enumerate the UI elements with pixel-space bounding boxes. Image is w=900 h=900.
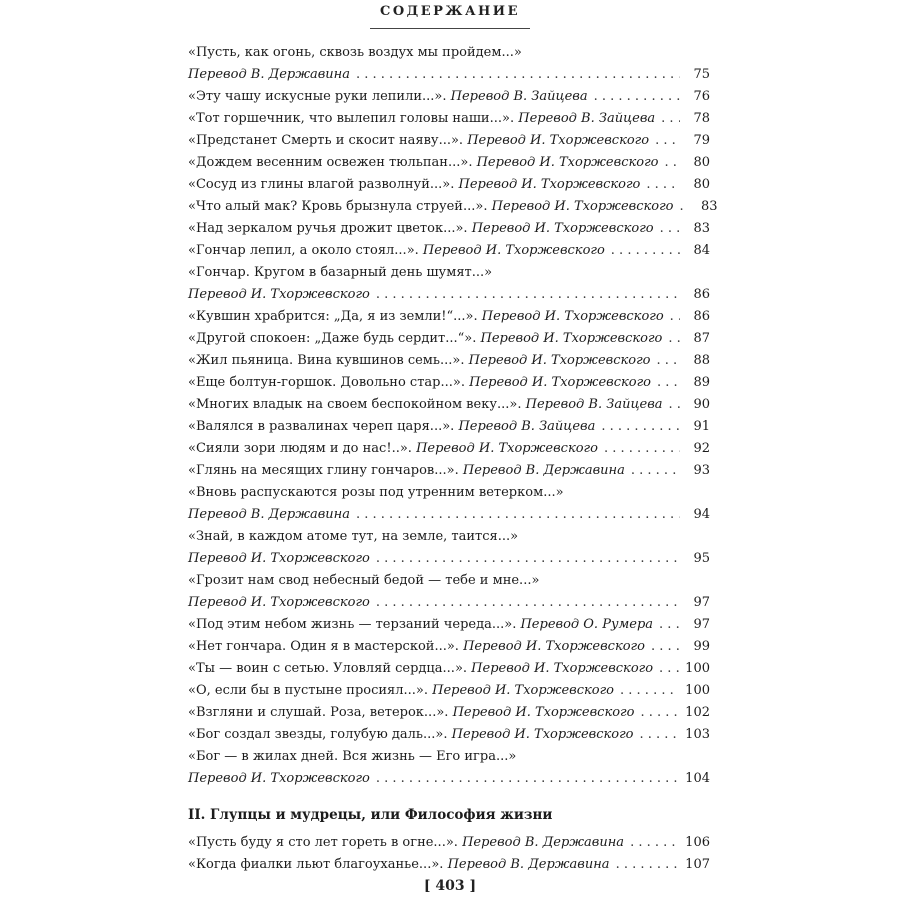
toc-entry bbox=[188, 240, 710, 262]
toc-entry-line bbox=[188, 636, 710, 658]
dot-leader bbox=[631, 460, 680, 482]
toc-entry-second-line bbox=[188, 284, 710, 306]
dot-leader bbox=[616, 854, 680, 876]
toc-entry-line bbox=[188, 372, 710, 394]
entry-page-number: 102 bbox=[685, 705, 710, 720]
entry-translator: Перевод И. Тхоржевского bbox=[451, 727, 634, 742]
toc-entry-line bbox=[188, 86, 710, 108]
entry-translator: Перевод В. Зайцева bbox=[525, 397, 663, 412]
toc-entry bbox=[188, 746, 710, 790]
entry-translator: Перевод И. Тхоржевского bbox=[491, 199, 674, 214]
entry-page-number: 75 bbox=[693, 67, 710, 82]
entry-page-number: 91 bbox=[693, 419, 710, 434]
dot-leader bbox=[376, 548, 680, 570]
entry-title: «Тот горшечник, что вылепил головы наши...». bbox=[188, 111, 515, 126]
entry-translator: Перевод О. Румера bbox=[520, 617, 654, 632]
entry-translator: Перевод И. Тхоржевского bbox=[188, 551, 370, 566]
dot-leader bbox=[664, 152, 680, 174]
toc-entry bbox=[188, 372, 710, 394]
entry-title: «Валялся в развалинах череп царя...». bbox=[188, 419, 455, 434]
entry-title: «Ты — воин с сетью. Уловляй сердца...». bbox=[188, 661, 468, 676]
entry-translator: Перевод И. Тхоржевского bbox=[476, 155, 659, 170]
toc-entry bbox=[188, 42, 710, 86]
entry-title: «Над зеркалом ручья дрожит цветок...». bbox=[188, 221, 468, 236]
dot-leader bbox=[670, 306, 680, 328]
toc-entry bbox=[188, 680, 710, 702]
dot-leader bbox=[655, 130, 680, 152]
entry-title: «Кувшин храбрится: „Да, я из земли!“...». bbox=[188, 309, 478, 324]
dot-leader bbox=[601, 416, 680, 438]
entry-translator: Перевод И. Тхоржевского bbox=[188, 771, 370, 786]
table-of-contents bbox=[188, 42, 718, 876]
toc-entry-line bbox=[188, 174, 710, 196]
entry-title: «Бог — в жилах дней. Вся жизнь — Его игра...» bbox=[188, 749, 517, 764]
toc-entry-first-line bbox=[188, 570, 710, 592]
entry-title: «Гончар лепил, а около стоял...». bbox=[188, 243, 419, 258]
section-heading: II. Глупцы и мудрецы, или Философия жизни bbox=[188, 807, 553, 823]
dot-leader bbox=[356, 64, 680, 86]
entry-page-number: 79 bbox=[693, 133, 710, 148]
toc-entry-first-line bbox=[188, 42, 710, 64]
entry-page-number: 106 bbox=[685, 835, 710, 850]
entry-translator: Перевод И. Тхоржевского bbox=[471, 221, 654, 236]
toc-entry bbox=[188, 614, 710, 636]
entry-page-number: 90 bbox=[693, 397, 710, 412]
entry-translator: Перевод И. Тхоржевского bbox=[432, 683, 615, 698]
dot-leader bbox=[630, 832, 679, 854]
dot-leader bbox=[656, 350, 680, 372]
entry-page-number: 84 bbox=[693, 243, 710, 258]
entry-title: «Гончар. Кругом в базарный день шумят...» bbox=[188, 265, 493, 280]
toc-entry-line bbox=[188, 196, 718, 218]
toc-entry bbox=[188, 328, 710, 350]
entry-page-number: 99 bbox=[693, 639, 710, 654]
entry-translator: Перевод И. Тхоржевского bbox=[463, 639, 645, 654]
entry-translator: Перевод И. Тхоржевского bbox=[481, 309, 664, 324]
entry-translator: Перевод И. Тхоржевского bbox=[422, 243, 605, 258]
entry-page-number: 104 bbox=[685, 771, 710, 786]
dot-leader bbox=[604, 438, 680, 460]
toc-entry-line bbox=[188, 460, 710, 482]
entry-title: «Эту чашу искусные руки лепили...». bbox=[188, 89, 447, 104]
entry-translator: Перевод И. Тхоржевского bbox=[468, 353, 651, 368]
entry-translator: Перевод И. Тхоржевского bbox=[469, 375, 651, 390]
toc-entry-line bbox=[188, 832, 710, 854]
toc-entry bbox=[188, 152, 710, 174]
toc-entry-line bbox=[188, 702, 710, 724]
entry-title: «Знай, в каждом атоме тут, на земле, таится...» bbox=[188, 529, 519, 544]
entry-title: «Грозит нам свод небесный бедой — тебе и мне...» bbox=[188, 573, 540, 588]
entry-page-number: 87 bbox=[693, 331, 710, 346]
entry-translator: Перевод И. Тхоржевского bbox=[452, 705, 635, 720]
toc-entry-line bbox=[188, 328, 710, 350]
toc-entry-line bbox=[188, 614, 710, 636]
toc-entry bbox=[188, 218, 710, 240]
entry-translator: Перевод В. Зайцева bbox=[518, 111, 656, 126]
entry-page-number: 103 bbox=[685, 727, 710, 742]
entry-page-number: 78 bbox=[693, 111, 710, 126]
dot-leader bbox=[657, 372, 680, 394]
entry-page-number: 94 bbox=[693, 507, 710, 522]
entry-translator: Перевод В. Зайцева bbox=[458, 419, 596, 434]
entry-page-number: 100 bbox=[685, 683, 710, 698]
entry-translator: Перевод И. Тхоржевского bbox=[458, 177, 641, 192]
toc-entry-line bbox=[188, 658, 710, 680]
toc-entry bbox=[188, 658, 710, 680]
entry-page-number: 89 bbox=[693, 375, 710, 390]
toc-entry bbox=[188, 262, 710, 306]
running-head: СОДЕРЖАНИЕ bbox=[379, 4, 521, 19]
entry-translator: Перевод И. Тхоржевского bbox=[188, 595, 370, 610]
entry-title: «Пусть, как огонь, сквозь воздух мы пройдем...» bbox=[188, 45, 522, 60]
entry-title: «Предстанет Смерть и скосит наяву...». bbox=[188, 133, 464, 148]
toc-entry bbox=[188, 196, 718, 218]
entry-page-number: 107 bbox=[685, 857, 710, 872]
toc-entry-line bbox=[188, 854, 710, 876]
toc-entry-first-line bbox=[188, 482, 710, 504]
entry-page-number: 95 bbox=[693, 551, 710, 566]
dot-leader bbox=[376, 768, 679, 790]
entry-page-number: 97 bbox=[693, 595, 710, 610]
entry-title: «Еще болтун-горшок. Довольно стар...». bbox=[188, 375, 465, 390]
entry-title: «Глянь на месящих глину гончаров...». bbox=[188, 463, 459, 478]
entry-page-number: 86 bbox=[693, 287, 710, 302]
dot-leader bbox=[659, 614, 680, 636]
toc-entry bbox=[188, 460, 710, 482]
entry-title: «Сосуд из глины влагой разволнуй...». bbox=[188, 177, 455, 192]
entry-title: «Взгляни и слушай. Роза, ветерок...». bbox=[188, 705, 449, 720]
dot-leader bbox=[651, 636, 680, 658]
entry-title: «Под этим небом жизнь — терзаний череда...». bbox=[188, 617, 517, 632]
entry-title: «Другой спокоен: „Даже будь сердит...“». bbox=[188, 331, 477, 346]
entry-translator: Перевод В. Державина bbox=[188, 507, 350, 522]
toc-entry-line bbox=[188, 724, 710, 746]
toc-entry bbox=[188, 174, 710, 196]
entry-title: «Что алый мак? Кровь брызнула струей...». bbox=[188, 199, 488, 214]
header-rule bbox=[370, 28, 530, 29]
toc-entry-second-line bbox=[188, 504, 710, 526]
toc-entry bbox=[188, 306, 710, 328]
page-number: [ 403 ] bbox=[423, 878, 477, 894]
toc-entry-line bbox=[188, 438, 710, 460]
entry-page-number: 92 bbox=[693, 441, 710, 456]
entry-translator: Перевод В. Зайцева bbox=[450, 89, 588, 104]
entry-page-number: 97 bbox=[693, 617, 710, 632]
toc-entry-second-line bbox=[188, 64, 710, 86]
entry-title: «Сияли зори людям и до нас!..». bbox=[188, 441, 412, 456]
entry-page-number: 80 bbox=[693, 155, 710, 170]
entry-translator: Перевод В. Державина bbox=[447, 857, 610, 872]
entry-page-number: 100 bbox=[685, 661, 710, 676]
dot-leader bbox=[661, 108, 680, 130]
toc-entry bbox=[188, 724, 710, 746]
toc-entry-line bbox=[188, 680, 710, 702]
toc-entry-line bbox=[188, 306, 710, 328]
entry-title: «Когда фиалки льют благоуханье...». bbox=[188, 857, 444, 872]
entry-translator: Перевод И. Тхоржевского bbox=[480, 331, 663, 346]
entry-translator: Перевод В. Державина bbox=[462, 835, 625, 850]
toc-entry-line bbox=[188, 350, 710, 372]
entry-title: «О, если бы в пустыне просиял...». bbox=[188, 683, 428, 698]
dot-leader bbox=[356, 504, 680, 526]
entry-title: «Нет гончара. Один я в мастерской...». bbox=[188, 639, 459, 654]
entry-title: «Многих владык на своем беспокойном веку...». bbox=[188, 397, 522, 412]
entry-page-number: 86 bbox=[693, 309, 710, 324]
toc-entry-list bbox=[188, 42, 718, 790]
dot-leader bbox=[376, 592, 680, 614]
entry-translator: Перевод В. Державина bbox=[462, 463, 625, 478]
entry-translator: Перевод И. Тхоржевского bbox=[471, 661, 654, 676]
entry-page-number: 93 bbox=[693, 463, 710, 478]
toc-entry bbox=[188, 570, 710, 614]
dot-leader bbox=[669, 394, 680, 416]
dot-leader bbox=[679, 196, 687, 218]
toc-entry bbox=[188, 108, 710, 130]
dot-leader bbox=[620, 680, 679, 702]
toc-entry-first-line bbox=[188, 746, 710, 768]
toc-entry-second-line bbox=[188, 548, 710, 570]
toc-entry-second-line bbox=[188, 768, 710, 790]
entry-page-number: 83 bbox=[700, 199, 718, 214]
dot-leader bbox=[640, 724, 680, 746]
dot-leader bbox=[611, 240, 680, 262]
toc-entry-line bbox=[188, 108, 710, 130]
toc-entry bbox=[188, 394, 710, 416]
toc-entry-line bbox=[188, 240, 710, 262]
toc-entry-line bbox=[188, 218, 710, 240]
toc-entry-line bbox=[188, 130, 710, 152]
toc-entry bbox=[188, 702, 710, 724]
toc-entry bbox=[188, 130, 710, 152]
dot-leader bbox=[660, 218, 680, 240]
entry-page-number: 83 bbox=[693, 221, 710, 236]
entry-page-number: 88 bbox=[693, 353, 710, 368]
section-entry-list bbox=[188, 832, 710, 876]
toc-entry-first-line bbox=[188, 262, 710, 284]
toc-entry-line bbox=[188, 394, 710, 416]
toc-entry bbox=[188, 86, 710, 108]
entry-translator: Перевод И. Тхоржевского bbox=[188, 287, 370, 302]
entry-translator: Перевод И. Тхоржевского bbox=[467, 133, 650, 148]
toc-entry bbox=[188, 832, 710, 854]
entry-title: «Вновь распускаются розы под утренним ветерком...» bbox=[188, 485, 564, 500]
entry-title: «Бог создал звезды, голубую даль...». bbox=[188, 727, 448, 742]
dot-leader bbox=[376, 284, 680, 306]
entry-translator: Перевод И. Тхоржевского bbox=[416, 441, 598, 456]
dot-leader bbox=[668, 328, 680, 350]
toc-entry bbox=[188, 482, 710, 526]
toc-entry-first-line bbox=[188, 526, 710, 548]
dot-leader bbox=[640, 702, 679, 724]
entry-title: «Дождем весенним освежен тюльпан...». bbox=[188, 155, 473, 170]
dot-leader bbox=[594, 86, 680, 108]
toc-entry bbox=[188, 526, 710, 570]
toc-entry-line bbox=[188, 152, 710, 174]
toc-entry bbox=[188, 350, 710, 372]
entry-page-number: 76 bbox=[693, 89, 710, 104]
entry-title: «Жил пьяница. Вина кувшинов семь...». bbox=[188, 353, 465, 368]
toc-entry bbox=[188, 438, 710, 460]
toc-entry bbox=[188, 636, 710, 658]
entry-page-number: 80 bbox=[693, 177, 710, 192]
entry-translator: Перевод В. Державина bbox=[188, 67, 350, 82]
toc-entry-second-line bbox=[188, 592, 710, 614]
toc-entry-line bbox=[188, 416, 710, 438]
entry-title: «Пусть буду я сто лет гореть в огне...». bbox=[188, 835, 458, 850]
dot-leader bbox=[646, 174, 680, 196]
toc-entry bbox=[188, 854, 710, 876]
dot-leader bbox=[659, 658, 679, 680]
toc-entry bbox=[188, 416, 710, 438]
